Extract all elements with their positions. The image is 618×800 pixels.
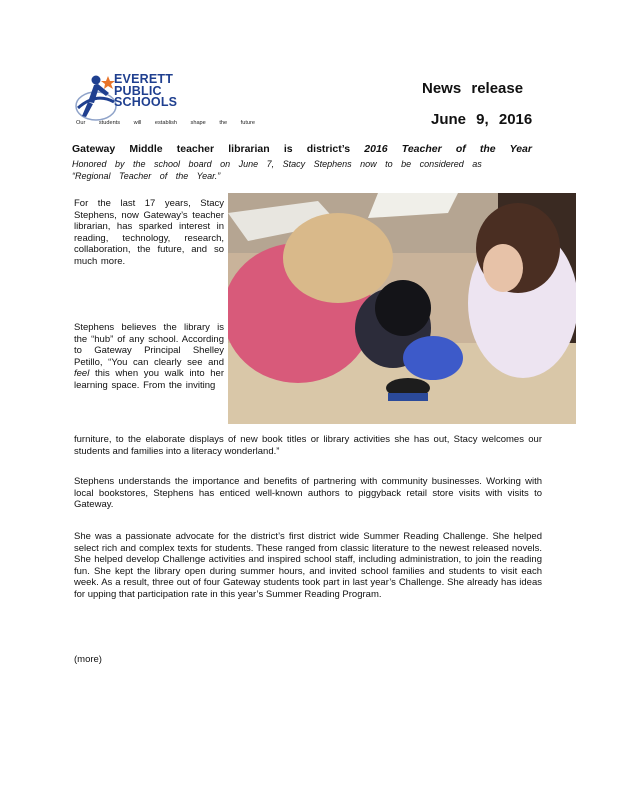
logo-wordmark: [114, 74, 177, 109]
paragraph-4: She was a passionate advocate for the district’s first district wide Summer Reading Challenge. She helped select rich and complex texts for students. These ranged from classic literature to the newest released novels. She helped develop Challenge activities and inspired school staff, including administration, to join the reading fun. She kept the library open during summer hours, and invited school families and students to visit each week. As a result, three out of four Gateway students took part in last year’s Challenge. She already has ideas for upping that participation rate in this year’s Summer Reading Program.: [74, 531, 542, 600]
subheadline: Honored by the school board on June 7, Stacy Stephens now to be considered as “Regional Teacher of the Year.”: [72, 159, 482, 181]
paragraph-2: [74, 322, 224, 392]
more-indicator: (more): [74, 654, 102, 665]
release-title: News release: [422, 80, 524, 97]
release-date: June 9, 2016: [431, 111, 533, 128]
logo-line-3: SCHOOLS: [114, 95, 178, 109]
logo-line-2: PUBLIC: [114, 83, 162, 98]
headline: [72, 143, 532, 155]
classroom-photo: [228, 193, 576, 424]
logo-line-1: EVERETT: [114, 72, 174, 86]
running-figure-icon: [74, 72, 118, 124]
paragraph-2-mid: this when you walk into her learning space. From the inviting: [74, 368, 225, 391]
paragraph-3: Stephens understands the importance and benefits of partnering with community businesses. Working with local bookstores, Stephens has enticed well-known authors to piggyback retail store visits with visits to Gateway.: [74, 476, 542, 511]
paragraph-2-emphasis: feel: [74, 368, 90, 380]
headline-main: Gateway Middle teacher librarian is district’s: [72, 143, 351, 155]
headline-italic: 2016 Teacher of the Year: [364, 143, 532, 155]
paragraph-2-start: Stephens believes the library is the “hub” of any school. According to Gateway Principal Shelley Petillo, “You can clearly see and: [74, 322, 224, 368]
paragraph-2-continued: furniture, to the elaborate displays of new book titles or library activities she has out, Stacy welcomes our students and families into a literacy wonderland.”: [74, 434, 542, 457]
logo-tagline: Our students will establish shape the future: [76, 120, 255, 126]
paragraph-1: For the last 17 years, Stacy Stephens, now Gateway’s teacher librarian, has sparked interest in reading, technology, research, collaboration, the future, and so much more.: [74, 198, 224, 267]
